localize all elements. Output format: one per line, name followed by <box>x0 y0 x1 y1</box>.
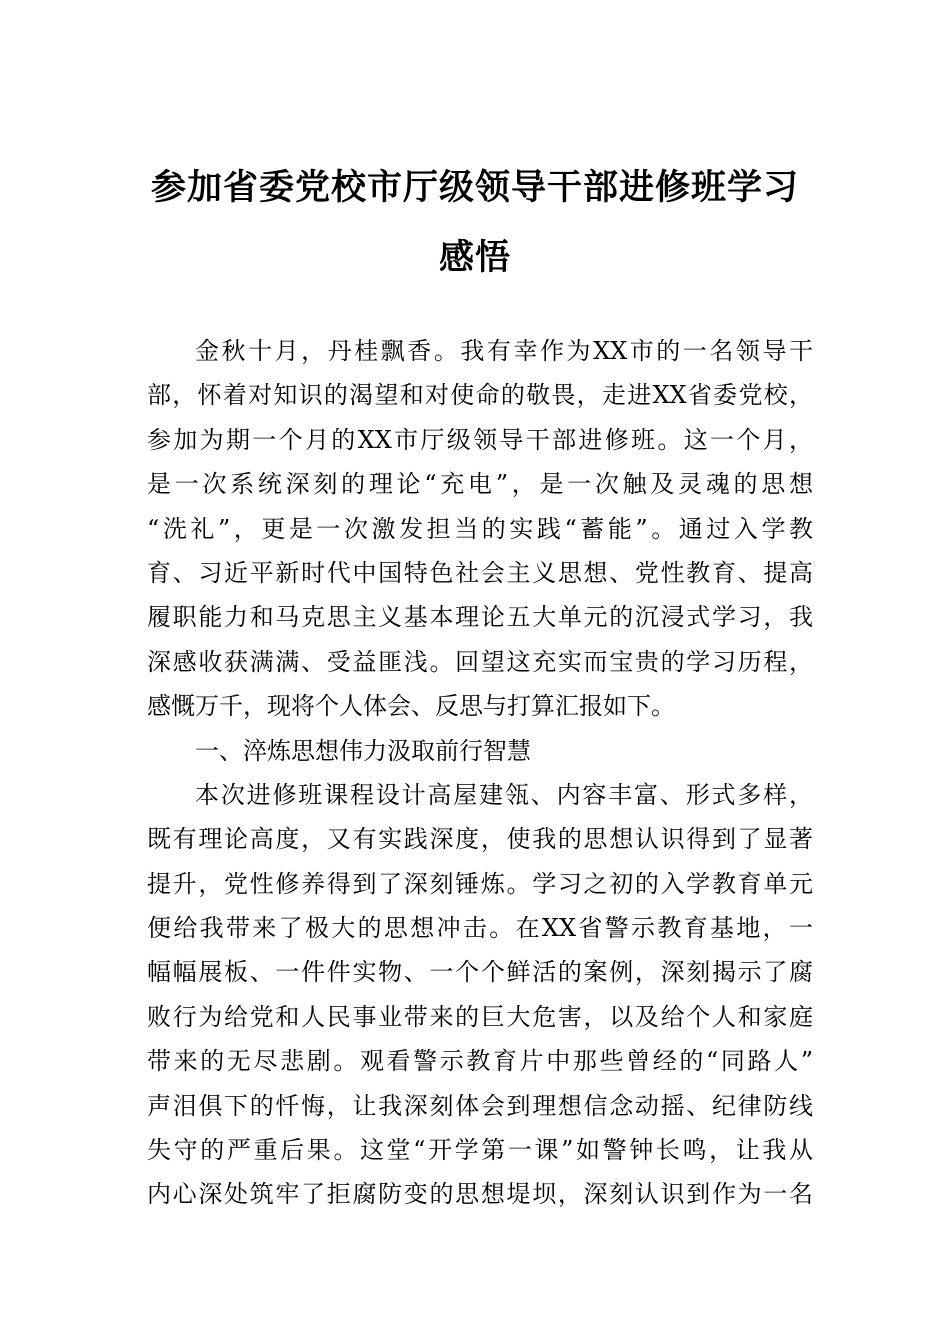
paragraph-line: 便给我带来了极大的思想冲击。在XX省警示教育基地，一 <box>147 914 813 943</box>
paragraph-line: 幅幅展板、一件件实物、一个个鲜活的案例，深刻揭示了腐 <box>147 958 813 987</box>
paragraph-line: 深感收获满满、受益匪浅。回望这充实而宝贵的学习历程， <box>147 647 813 676</box>
paragraph-line: 金秋十月，丹桂飘香。我有幸作为XX市的一名领导干 <box>195 337 813 365</box>
paragraph-line: 履职能力和马克思主义基本理论五大单元的沉浸式学习，我 <box>147 603 813 632</box>
paragraph-line: 带来的无尽悲剧。观看警示教育片中那些曾经的“同路人” <box>147 1047 813 1076</box>
paragraph-line: 感慨万千，现将个人体会、反思与打算汇报如下。 <box>147 692 675 721</box>
paragraph-line: 败行为给党和人民事业带来的巨大危害，以及给个人和家庭 <box>147 1002 813 1031</box>
paragraph-line: 内心深处筑牢了拒腐防变的思想堤坝，深刻认识到作为一名 <box>147 1180 813 1209</box>
paragraph-line: 部，怀着对知识的渴望和对使命的敬畏，走进XX省委党校， <box>147 381 813 410</box>
paragraph-line: 既有理论高度，又有实践深度，使我的思想认识得到了显著 <box>147 825 813 854</box>
paragraph-line: “洗礼”，更是一次激发担当的实践“蓄能”。通过入学教 <box>147 514 813 543</box>
paragraph-line: 育、习近平新时代中国特色社会主义思想、党性教育、提高 <box>147 558 813 587</box>
section-heading: 一、淬炼思想伟力汲取前行智慧 <box>195 736 531 765</box>
document-body <box>147 329 813 1217</box>
document-title-line-2: 感悟 <box>438 238 511 278</box>
paragraph-line: 是一次系统深刻的理论“充电”，是一次触及灵魂的思想 <box>147 470 813 499</box>
paragraph-line: 失守的严重后果。这堂“开学第一课”如警钟长鸣，让我从 <box>147 1136 813 1165</box>
paragraph-line: 参加为期一个月的XX市厅级领导干部进修班。这一个月， <box>147 425 813 454</box>
paragraph-line: 提升，党性修养得到了深刻锤炼。学习之初的入学教育单元 <box>147 869 813 898</box>
paragraph-line: 本次进修班课程设计高屋建瓴、内容丰富、形式多样， <box>195 780 813 809</box>
paragraph-line: 声泪俱下的忏悔，让我深刻体会到理想信念动摇、纪律防线 <box>147 1091 813 1120</box>
document-title-line-1: 参加省委党校市厅级领导干部进修班学习 <box>150 168 799 208</box>
